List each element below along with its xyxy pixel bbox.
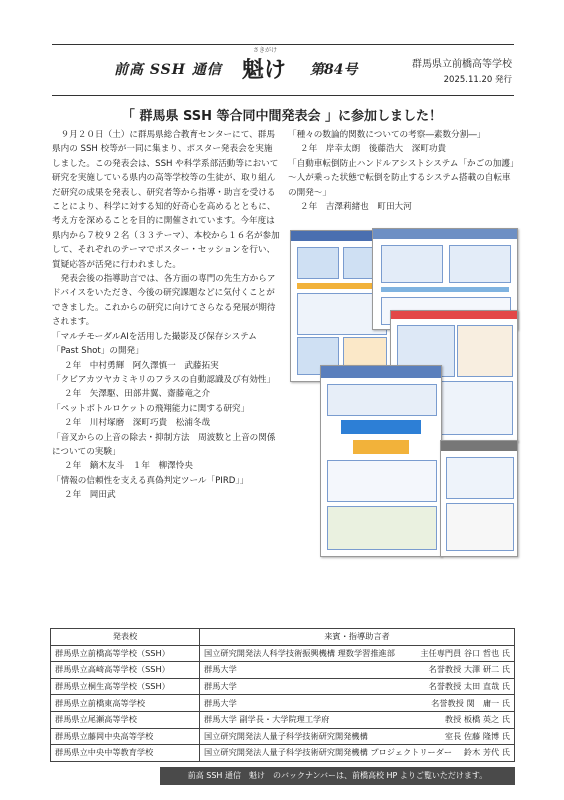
topic-title: 「自動車転倒防止ハンドルアシストシステム「かごの加護」～人が乗った状態で転倒を防止するシステム搭載の自転車の開発～」	[288, 158, 515, 198]
guest-org: 群馬大学	[204, 697, 237, 708]
school-cell: 群馬県立桐生高等学校（SSH）	[51, 678, 200, 695]
guest-org: 群馬大学	[204, 681, 237, 692]
school-cell: 群馬県立尾瀬高等学校	[51, 711, 200, 728]
backnumber-footer: 前高 SSH 通信 魁け のバックナンバーは、前橋高校 HP よりご覧いただけます。	[160, 767, 515, 785]
guest-cell	[200, 662, 515, 679]
intro-paragraph: ９月２０日（土）に群馬県総合教育センターにて、群馬県内の SSH 校等が一同に集まり、ポスター発表会を実施しました。この発表会は、SSH や科学系部活動等において研究を実施している県内の高等学校等の生徒が、取り組んだ研究の成果を発表し、研究者等から指導・助言を受けることにより、科学に対する知的好奇心を高めるとともに、考え方を深めることを目的に開催されています。今年度は県内から７校９２名（３３テーマ）、本校から１６名が参加して、それぞれのテーマでポスター・セッションを行い、質疑応答が活発に行われました。	[52, 130, 280, 270]
left-column	[52, 128, 280, 503]
table-header-school: 発表校	[51, 629, 200, 646]
masthead	[52, 44, 514, 96]
advice-paragraph: 発表会後の指導助言では、各方面の専門の先生方からアドバイスをいただき、今後の研究課題などに気付くことができました。これからの研究に向けてさらなる発展が期待されます。	[52, 274, 276, 328]
guest-cell	[200, 728, 515, 745]
series-name: 前高 SSH 通信	[114, 62, 222, 78]
poster-image	[320, 365, 442, 557]
topic-title: 「音叉からの上音の除去・抑制方法 周波数と上音の関係についての実験」	[52, 432, 276, 457]
school-cell: 群馬県立前橋高等学校（SSH）	[51, 645, 200, 662]
table-row	[51, 662, 515, 679]
school-cell: 群馬県立前橋東高等学校	[51, 695, 200, 712]
school-cell: 群馬県立高崎高等学校（SSH）	[51, 662, 200, 679]
school-name: 群馬県立前橋高等学校	[412, 59, 512, 70]
guest-org: 群馬大学	[204, 664, 237, 675]
topic-members: ２年 矢澤駆、田部井翼、齋藤竜之介	[64, 389, 211, 400]
table-row	[51, 645, 515, 662]
table-row	[51, 678, 515, 695]
guest-org: 国立研究開発法人量子科学技術研究開発機構 プロジェクトリーダー	[204, 747, 453, 758]
article-headline: 「 群馬県 SSH 等合同中間発表会 」に参加しました！	[121, 109, 443, 124]
topic-title: 「情報の信頼性を支える真偽判定ツール「PIRD」」	[52, 475, 249, 486]
guest-person: 教授 板橋 英之 氏	[444, 714, 510, 725]
school-cell: 群馬県立藤岡中央高等学校	[51, 728, 200, 745]
guest-person: 名誉教授 大澤 研二 氏	[428, 664, 510, 675]
table-row	[51, 728, 515, 745]
table-row	[51, 745, 515, 762]
table-row	[51, 711, 515, 728]
topic-title: 「ペットボトルロケットの飛翔能力に関する研究」	[52, 403, 250, 414]
guest-org: 国立研究開発法人科学技術振興機構 理数学習推進部	[204, 647, 395, 658]
title-ruby: さきがけ	[253, 47, 278, 54]
table-header-row	[51, 629, 515, 646]
topic-title: 「種々の数論的関数についての考察―素数分割―」	[288, 130, 486, 140]
topic-members: ２年 岸幸太朗 後藤浩大 深町功貴	[300, 144, 447, 155]
poster-image	[440, 440, 518, 557]
guest-cell	[200, 711, 515, 728]
topic-members: ２年 吉澤莉緒也 町田大河	[300, 202, 412, 213]
table-header-guests: 来賓・指導助言者	[200, 629, 515, 646]
guest-cell	[200, 678, 515, 695]
guest-person: 名誉教授 太田 直哉 氏	[428, 681, 510, 692]
topic-members: ２年 川村塚磨 深町巧貴 松浦冬哉	[64, 418, 211, 429]
topic-title: 「マルチモーダルAIを活用した撮影及び保存システム「Past Shot」の開発」	[52, 331, 257, 357]
topic-members: ２年 鏑木友斗 １年 柳澤怜央	[64, 461, 193, 472]
participants-table	[50, 628, 515, 762]
guest-person: 主任専門員 谷口 哲也 氏	[420, 647, 510, 658]
topic-members: ２年 中村勇輝 阿久澤慎一 武藤拓実	[64, 360, 219, 371]
right-column	[288, 128, 516, 214]
guest-person: 室長 佐藤 隆博 氏	[444, 730, 510, 741]
guest-cell	[200, 695, 515, 712]
guest-cell	[200, 745, 515, 762]
guest-person: 鈴木 芳代 氏	[463, 747, 510, 758]
topic-title: 「クビアカツヤカミキリのフラスの自動認識及び有効性」	[52, 374, 276, 385]
topic-members: ２年 岡田武	[64, 490, 116, 501]
guest-person: 名誉教授 関 庸一 氏	[431, 697, 510, 708]
table-row	[51, 695, 515, 712]
guest-org: 群馬大学 副学長・大学院理工学府	[204, 714, 330, 725]
school-cell: 群馬県立中央中等教育学校	[51, 745, 200, 762]
issue-date: 2025.11.20 発行	[443, 75, 512, 85]
guest-cell	[200, 645, 515, 662]
issue-number: 第84号	[310, 62, 358, 78]
guest-org: 国立研究開発法人量子科学技術研究開発機構	[204, 730, 368, 741]
poster-photo-collage	[290, 225, 516, 555]
newsletter-title: 魁け	[242, 57, 287, 83]
